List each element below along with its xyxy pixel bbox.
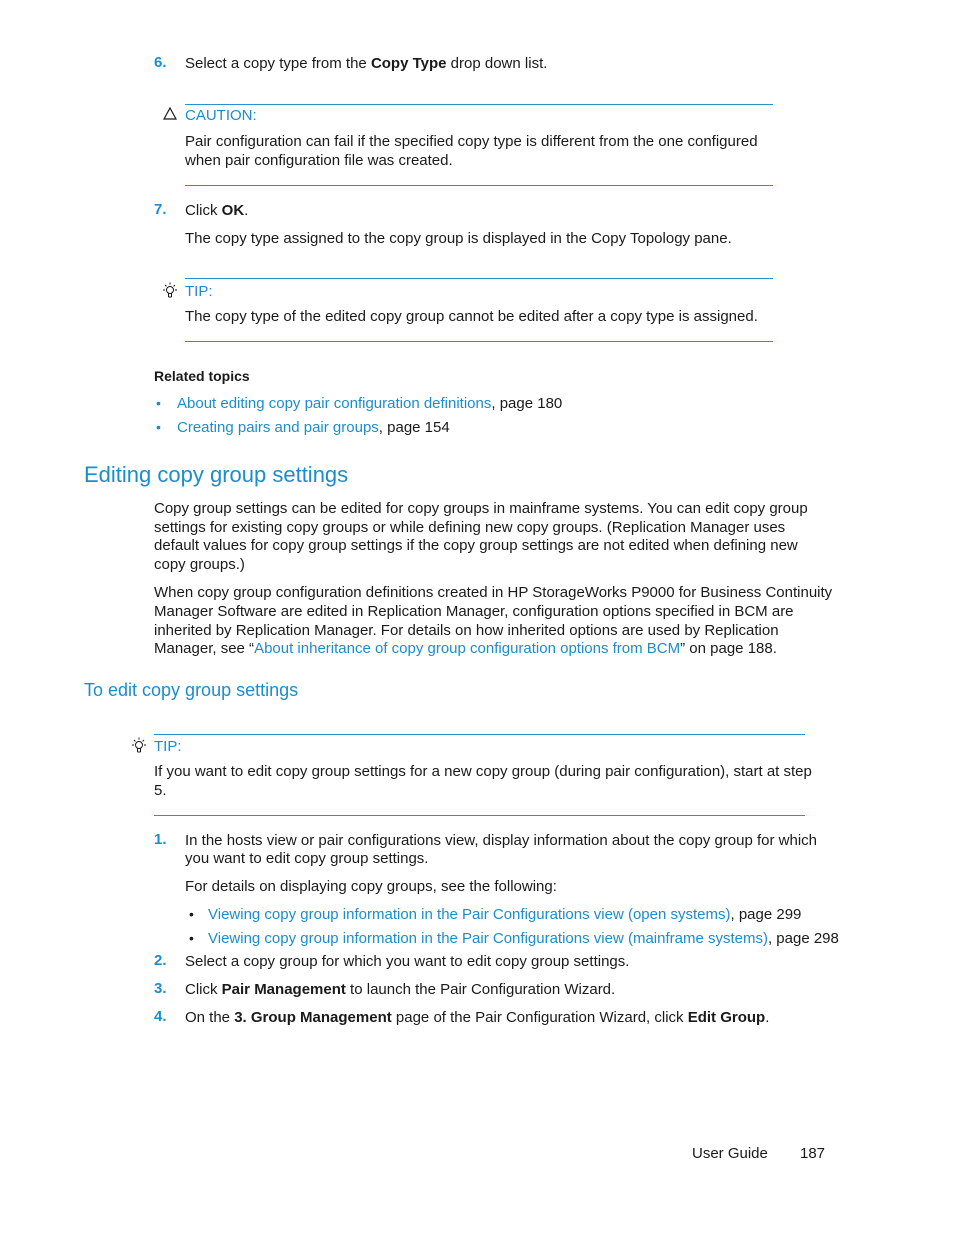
tip-top-rule	[154, 734, 805, 735]
tip-text: The copy type of the edited copy group cannot be edited after a copy type is assigned.	[185, 308, 758, 325]
step-number: 1.	[154, 831, 167, 848]
bullet-icon: •	[189, 930, 194, 946]
paragraph-line: Manager Software are edited in Replication Manager, configuration options specified in BCM are	[154, 603, 794, 620]
step-description: The copy type assigned to the copy group is displayed in the Copy Topology pane.	[185, 230, 732, 247]
caution-top-rule	[185, 104, 773, 105]
tip-bottom-rule	[154, 815, 805, 816]
tip-label: TIP:	[185, 283, 213, 300]
step-text: Click OK.	[185, 202, 249, 219]
step-text: Select a copy group for which you want to edit copy group settings.	[185, 953, 630, 970]
bullet-icon: •	[189, 906, 194, 922]
view-link[interactable]: Viewing copy group information in the Pair Configurations view (mainframe systems)	[208, 930, 768, 947]
related-link[interactable]: About editing copy pair configuration definitions	[177, 395, 492, 412]
step-number: 2.	[154, 952, 167, 969]
bullet-icon: •	[156, 419, 161, 435]
bullet-icon: •	[156, 395, 161, 411]
tip-text: 5.	[154, 782, 167, 799]
related-item: About editing copy pair configuration definitions, page 180	[177, 395, 563, 412]
lightbulb-icon	[162, 282, 178, 299]
page-number: 187	[800, 1145, 826, 1162]
step-number: 6.	[154, 54, 167, 71]
caution-text-line: when pair configuration file was created.	[185, 152, 453, 169]
tip-top-rule	[185, 278, 773, 279]
step-text: On the 3. Group Management page of the Pair Configuration Wizard, click Edit Group.	[185, 1009, 770, 1026]
paragraph-line: Manager, see “About inheritance of copy group configuration options from BCM” on page 188.	[154, 640, 777, 657]
view-link[interactable]: Viewing copy group information in the Pair Configurations view (open systems)	[208, 906, 731, 923]
step-number: 4.	[154, 1008, 167, 1025]
tip-bottom-rule	[185, 341, 773, 342]
step-description: For details on displaying copy groups, see the following:	[185, 878, 557, 895]
footer-guide-title: User Guide	[692, 1145, 768, 1162]
procedure-title: To edit copy group settings	[84, 680, 299, 700]
paragraph-line: inherited by Replication Manager. For details on how inherited options are used by Replication	[154, 622, 779, 639]
paragraph-line: Copy group settings can be edited for copy groups in mainframe systems. You can edit copy group	[154, 500, 808, 517]
tip-label: TIP:	[154, 738, 182, 755]
caution-label: CAUTION:	[185, 107, 257, 124]
tip-text: If you want to edit copy group settings for a new copy group (during pair configuration), start at step	[154, 763, 812, 780]
step-text: Click Pair Management to launch the Pair Configuration Wizard.	[185, 981, 616, 998]
caution-bottom-rule	[185, 185, 773, 186]
step-number: 3.	[154, 980, 167, 997]
step-text: Select a copy type from the Copy Type drop down list.	[185, 55, 548, 72]
caution-triangle-icon	[163, 107, 177, 120]
paragraph-line: When copy group configuration definitions created in HP StorageWorks P9000 for Business Continuity	[154, 584, 833, 601]
step-text: you want to edit copy group settings.	[185, 850, 429, 867]
section-title: Editing copy group settings	[84, 462, 349, 487]
step-text: In the hosts view or pair configurations view, display information about the copy group for which	[185, 832, 818, 849]
lightbulb-icon	[131, 737, 147, 754]
related-item: Creating pairs and pair groups, page 154	[177, 419, 450, 436]
related-topics-heading: Related topics	[154, 368, 250, 384]
paragraph-line: copy groups.)	[154, 556, 245, 573]
paragraph-line: settings for existing copy groups or while defining new copy groups. (Replication Manager uses	[154, 519, 786, 536]
step-number: 7.	[154, 201, 167, 218]
list-item: Viewing copy group information in the Pair Configurations view (mainframe systems), page 298	[208, 930, 839, 947]
list-item: Viewing copy group information in the Pair Configurations view (open systems), page 299	[208, 906, 802, 923]
caution-text-line: Pair configuration can fail if the specified copy type is different from the one configured	[185, 133, 758, 150]
paragraph-line: default values for copy group settings if the copy group settings are not edited when defining new	[154, 537, 798, 554]
inheritance-link[interactable]: About inheritance of copy group configuration options from BCM	[254, 640, 681, 657]
related-link[interactable]: Creating pairs and pair groups	[177, 419, 379, 436]
